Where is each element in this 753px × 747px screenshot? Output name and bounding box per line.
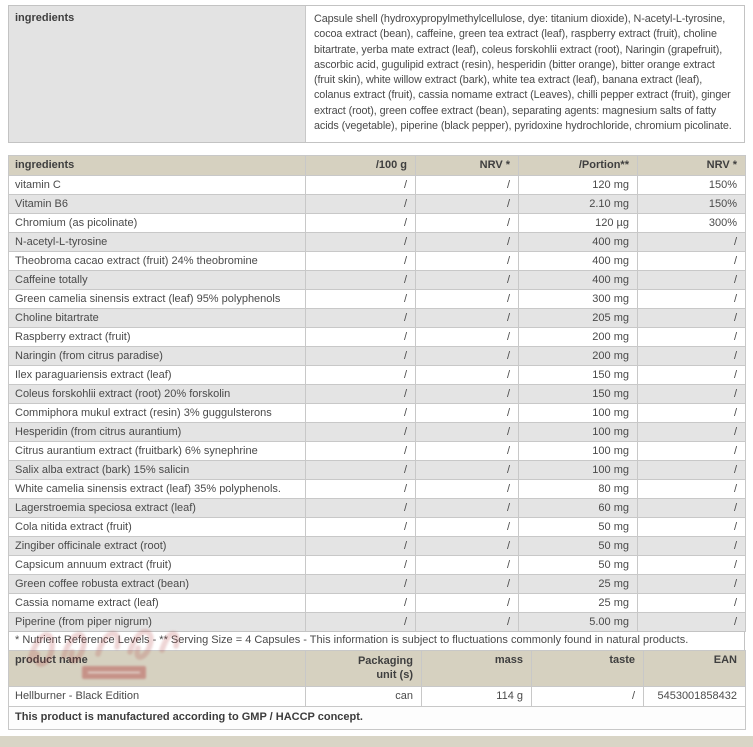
per-100g-cell: / xyxy=(306,290,416,309)
ingredient-name-cell: Caffeine totally xyxy=(9,271,306,290)
per-100g-cell: / xyxy=(306,461,416,480)
per-portion-cell: 80 mg xyxy=(519,480,638,499)
footnote: * Nutrient Reference Levels - ** Serving Size = 4 Capsules - This information is subject to fluctuations commonly found in natural products. xyxy=(8,631,745,651)
nrv-portion-cell: / xyxy=(638,271,746,290)
per-100g-cell: / xyxy=(306,556,416,575)
gmp-note-row xyxy=(9,707,746,730)
ingredient-name-cell: Theobroma cacao extract (fruit) 24% theobromine xyxy=(9,252,306,271)
per-100g-cell: / xyxy=(306,423,416,442)
col-header-mass: mass xyxy=(422,651,532,687)
col-header-taste: taste xyxy=(532,651,644,687)
table-row xyxy=(9,613,746,632)
nrv-portion-cell: / xyxy=(638,499,746,518)
table-row xyxy=(9,214,746,233)
per-100g-cell: / xyxy=(306,385,416,404)
ingredient-name-cell: vitamin C xyxy=(9,176,306,195)
nrv-cell: / xyxy=(416,233,519,252)
table-row xyxy=(9,442,746,461)
ingredient-name-cell: Lagerstroemia speciosa extract (leaf) xyxy=(9,499,306,518)
nrv-cell: / xyxy=(416,195,519,214)
nrv-portion-cell: / xyxy=(638,518,746,537)
nrv-portion-cell: / xyxy=(638,404,746,423)
table-row xyxy=(9,461,746,480)
table-row xyxy=(9,195,746,214)
ingredient-name-cell: Citrus aurantium extract (fruitbark) 6% synephrine xyxy=(9,442,306,461)
ingredient-name-cell: Chromium (as picolinate) xyxy=(9,214,306,233)
col-header-nrv: NRV * xyxy=(416,156,519,176)
per-portion-cell: 2.10 mg xyxy=(519,195,638,214)
nrv-portion-cell: / xyxy=(638,423,746,442)
per-portion-cell: 150 mg xyxy=(519,385,638,404)
nrv-cell: / xyxy=(416,271,519,290)
per-portion-cell: 100 mg xyxy=(519,423,638,442)
table-row xyxy=(9,385,746,404)
nrv-cell: / xyxy=(416,347,519,366)
per-portion-cell: 100 mg xyxy=(519,442,638,461)
col-header-ean: EAN xyxy=(644,651,746,687)
nrv-portion-cell: / xyxy=(638,366,746,385)
per-portion-cell: 5.00 mg xyxy=(519,613,638,632)
table-row xyxy=(9,499,746,518)
ingredient-name-cell: White camelia sinensis extract (leaf) 35% polyphenols. xyxy=(9,480,306,499)
table-row xyxy=(9,271,746,290)
nrv-portion-cell: / xyxy=(638,442,746,461)
table-row xyxy=(9,252,746,271)
ingredient-name-cell: Naringin (from citrus paradise) xyxy=(9,347,306,366)
per-portion-cell: 150 mg xyxy=(519,366,638,385)
per-portion-cell: 400 mg xyxy=(519,252,638,271)
nrv-cell: / xyxy=(416,575,519,594)
nrv-cell: / xyxy=(416,366,519,385)
nrv-portion-cell: / xyxy=(638,309,746,328)
nrv-portion-cell: / xyxy=(638,328,746,347)
per-portion-cell: 120 mg xyxy=(519,176,638,195)
ingredient-name-cell: Cassia nomame extract (leaf) xyxy=(9,594,306,613)
ingredient-name-cell: Salix alba extract (bark) 15% salicin xyxy=(9,461,306,480)
product-name-cell: Hellburner - Black Edition xyxy=(9,687,306,707)
per-100g-cell: / xyxy=(306,404,416,423)
nrv-cell: / xyxy=(416,461,519,480)
nrv-portion-cell: / xyxy=(638,575,746,594)
table-row xyxy=(9,366,746,385)
table-row xyxy=(9,328,746,347)
ingredients-description-section xyxy=(8,5,745,143)
table-row xyxy=(9,309,746,328)
ingredient-name-cell: Capsicum annuum extract (fruit) xyxy=(9,556,306,575)
ingredients-description-label: ingredients xyxy=(9,6,306,142)
per-100g-cell: / xyxy=(306,480,416,499)
nrv-cell: / xyxy=(416,480,519,499)
nrv-portion-cell: / xyxy=(638,537,746,556)
nrv-cell: / xyxy=(416,252,519,271)
ingredient-name-cell: Choline bitartrate xyxy=(9,309,306,328)
gmp-note: This product is manufactured according to GMP / HACCP concept. xyxy=(9,707,746,730)
table-row xyxy=(9,347,746,366)
nrv-cell: / xyxy=(416,594,519,613)
per-portion-cell: 60 mg xyxy=(519,499,638,518)
product-header-row xyxy=(9,651,746,687)
per-100g-cell: / xyxy=(306,347,416,366)
per-100g-cell: / xyxy=(306,442,416,461)
ingredient-name-cell: Cola nitida extract (fruit) xyxy=(9,518,306,537)
mass-cell: 114 g xyxy=(422,687,532,707)
nrv-cell: / xyxy=(416,556,519,575)
bottom-strip xyxy=(0,736,753,747)
per-portion-cell: 300 mg xyxy=(519,290,638,309)
per-portion-cell: 25 mg xyxy=(519,575,638,594)
per-100g-cell: / xyxy=(306,537,416,556)
nrv-portion-cell: / xyxy=(638,347,746,366)
nrv-portion-cell: / xyxy=(638,613,746,632)
nrv-cell: / xyxy=(416,613,519,632)
nutrition-table-body xyxy=(9,176,746,632)
nrv-portion-cell: / xyxy=(638,556,746,575)
per-portion-cell: 50 mg xyxy=(519,518,638,537)
table-row xyxy=(9,518,746,537)
per-100g-cell: / xyxy=(306,176,416,195)
per-100g-cell: / xyxy=(306,214,416,233)
table-row xyxy=(9,176,746,195)
nrv-cell: / xyxy=(416,404,519,423)
ingredient-name-cell: Coleus forskohlii extract (root) 20% forskolin xyxy=(9,385,306,404)
per-100g-cell: / xyxy=(306,499,416,518)
per-portion-cell: 50 mg xyxy=(519,537,638,556)
per-100g-cell: / xyxy=(306,594,416,613)
nrv-cell: / xyxy=(416,309,519,328)
per-portion-cell: 205 mg xyxy=(519,309,638,328)
nrv-cell: / xyxy=(416,328,519,347)
nrv-portion-cell: / xyxy=(638,252,746,271)
nrv-portion-cell: 150% xyxy=(638,176,746,195)
per-portion-cell: 100 mg xyxy=(519,404,638,423)
nrv-cell: / xyxy=(416,499,519,518)
ean-cell: 5453001858432 xyxy=(644,687,746,707)
per-100g-cell: / xyxy=(306,271,416,290)
nrv-portion-cell: / xyxy=(638,480,746,499)
per-100g-cell: / xyxy=(306,233,416,252)
nrv-cell: / xyxy=(416,423,519,442)
nrv-cell: / xyxy=(416,290,519,309)
per-portion-cell: 200 mg xyxy=(519,347,638,366)
nrv-cell: / xyxy=(416,442,519,461)
table-row xyxy=(9,537,746,556)
nrv-portion-cell: 300% xyxy=(638,214,746,233)
nrv-portion-cell: / xyxy=(638,594,746,613)
col-header-per-100g: /100 g xyxy=(306,156,416,176)
product-row xyxy=(9,687,746,707)
col-header-product-name: product name xyxy=(9,651,306,687)
per-portion-cell: 120 µg xyxy=(519,214,638,233)
ingredient-name-cell: Green coffee robusta extract (bean) xyxy=(9,575,306,594)
per-100g-cell: / xyxy=(306,252,416,271)
nrv-portion-cell: / xyxy=(638,385,746,404)
per-portion-cell: 400 mg xyxy=(519,233,638,252)
per-portion-cell: 100 mg xyxy=(519,461,638,480)
per-100g-cell: / xyxy=(306,195,416,214)
nrv-portion-cell: / xyxy=(638,233,746,252)
ingredient-name-cell: Piperine (from piper nigrum) xyxy=(9,613,306,632)
per-portion-cell: 50 mg xyxy=(519,556,638,575)
nutrition-table xyxy=(8,155,746,632)
ingredient-name-cell: Zingiber officinale extract (root) xyxy=(9,537,306,556)
nrv-cell: / xyxy=(416,176,519,195)
per-100g-cell: / xyxy=(306,518,416,537)
nrv-portion-cell: / xyxy=(638,461,746,480)
nrv-cell: / xyxy=(416,537,519,556)
table-row xyxy=(9,594,746,613)
per-100g-cell: / xyxy=(306,366,416,385)
per-portion-cell: 25 mg xyxy=(519,594,638,613)
nutrition-header-row xyxy=(9,156,746,176)
taste-cell: / xyxy=(532,687,644,707)
table-row xyxy=(9,556,746,575)
ingredient-name-cell: Commiphora mukul extract (resin) 3% guggulsterons xyxy=(9,404,306,423)
table-row xyxy=(9,233,746,252)
col-header-packaging-unit: Packaging unit (s) xyxy=(306,651,422,687)
nrv-cell: / xyxy=(416,385,519,404)
col-header-per-portion: /Portion** xyxy=(519,156,638,176)
table-row xyxy=(9,423,746,442)
per-100g-cell: / xyxy=(306,328,416,347)
ingredient-name-cell: Green camelia sinensis extract (leaf) 95% polyphenols xyxy=(9,290,306,309)
nrv-portion-cell: / xyxy=(638,290,746,309)
per-100g-cell: / xyxy=(306,575,416,594)
nrv-cell: / xyxy=(416,518,519,537)
ingredient-name-cell: N-acetyl-L-tyrosine xyxy=(9,233,306,252)
ingredient-name-cell: Ilex paraguariensis extract (leaf) xyxy=(9,366,306,385)
ingredient-name-cell: Vitamin B6 xyxy=(9,195,306,214)
col-header-nrv-portion: NRV * xyxy=(638,156,746,176)
per-100g-cell: / xyxy=(306,613,416,632)
per-portion-cell: 200 mg xyxy=(519,328,638,347)
product-table xyxy=(8,650,746,730)
table-row xyxy=(9,290,746,309)
nrv-portion-cell: 150% xyxy=(638,195,746,214)
ingredient-name-cell: Hesperidin (from citrus aurantium) xyxy=(9,423,306,442)
per-portion-cell: 400 mg xyxy=(519,271,638,290)
col-header-ingredients: ingredients xyxy=(9,156,306,176)
per-100g-cell: / xyxy=(306,309,416,328)
table-row xyxy=(9,575,746,594)
packaging-unit-cell: can xyxy=(306,687,422,707)
ingredient-name-cell: Raspberry extract (fruit) xyxy=(9,328,306,347)
table-row xyxy=(9,404,746,423)
nrv-cell: / xyxy=(416,214,519,233)
ingredients-description-text: Capsule shell (hydroxypropylmethylcellulose, dye: titanium dioxide), N-acetyl-L-tyrosine, cocoa extract (bean), caffeine, green tea extract (leaf), raspberry extract (fruit), choline bitartrate, yerba mate extract (leaf), coleus forskohlii extract (root), Naringin (grapefruit), ascorbic acid, gugulipid extract (resin), hesperidin (bitter orange), bitter orange extract (fruit skin), white willow extract (bark), white tea extract (leaf), banana extract (leaf), colanus extract (fruit), cassia nomame extract (Leaves), chilli pepper extract (fruit), ginger extract (root), green coffee extract (bean), separating agents: magnesium salts of fatty acids (vegetable), piperine (black pepper), pyridoxine hydrochloride, chromium picolinate. xyxy=(314,13,732,133)
table-row xyxy=(9,480,746,499)
